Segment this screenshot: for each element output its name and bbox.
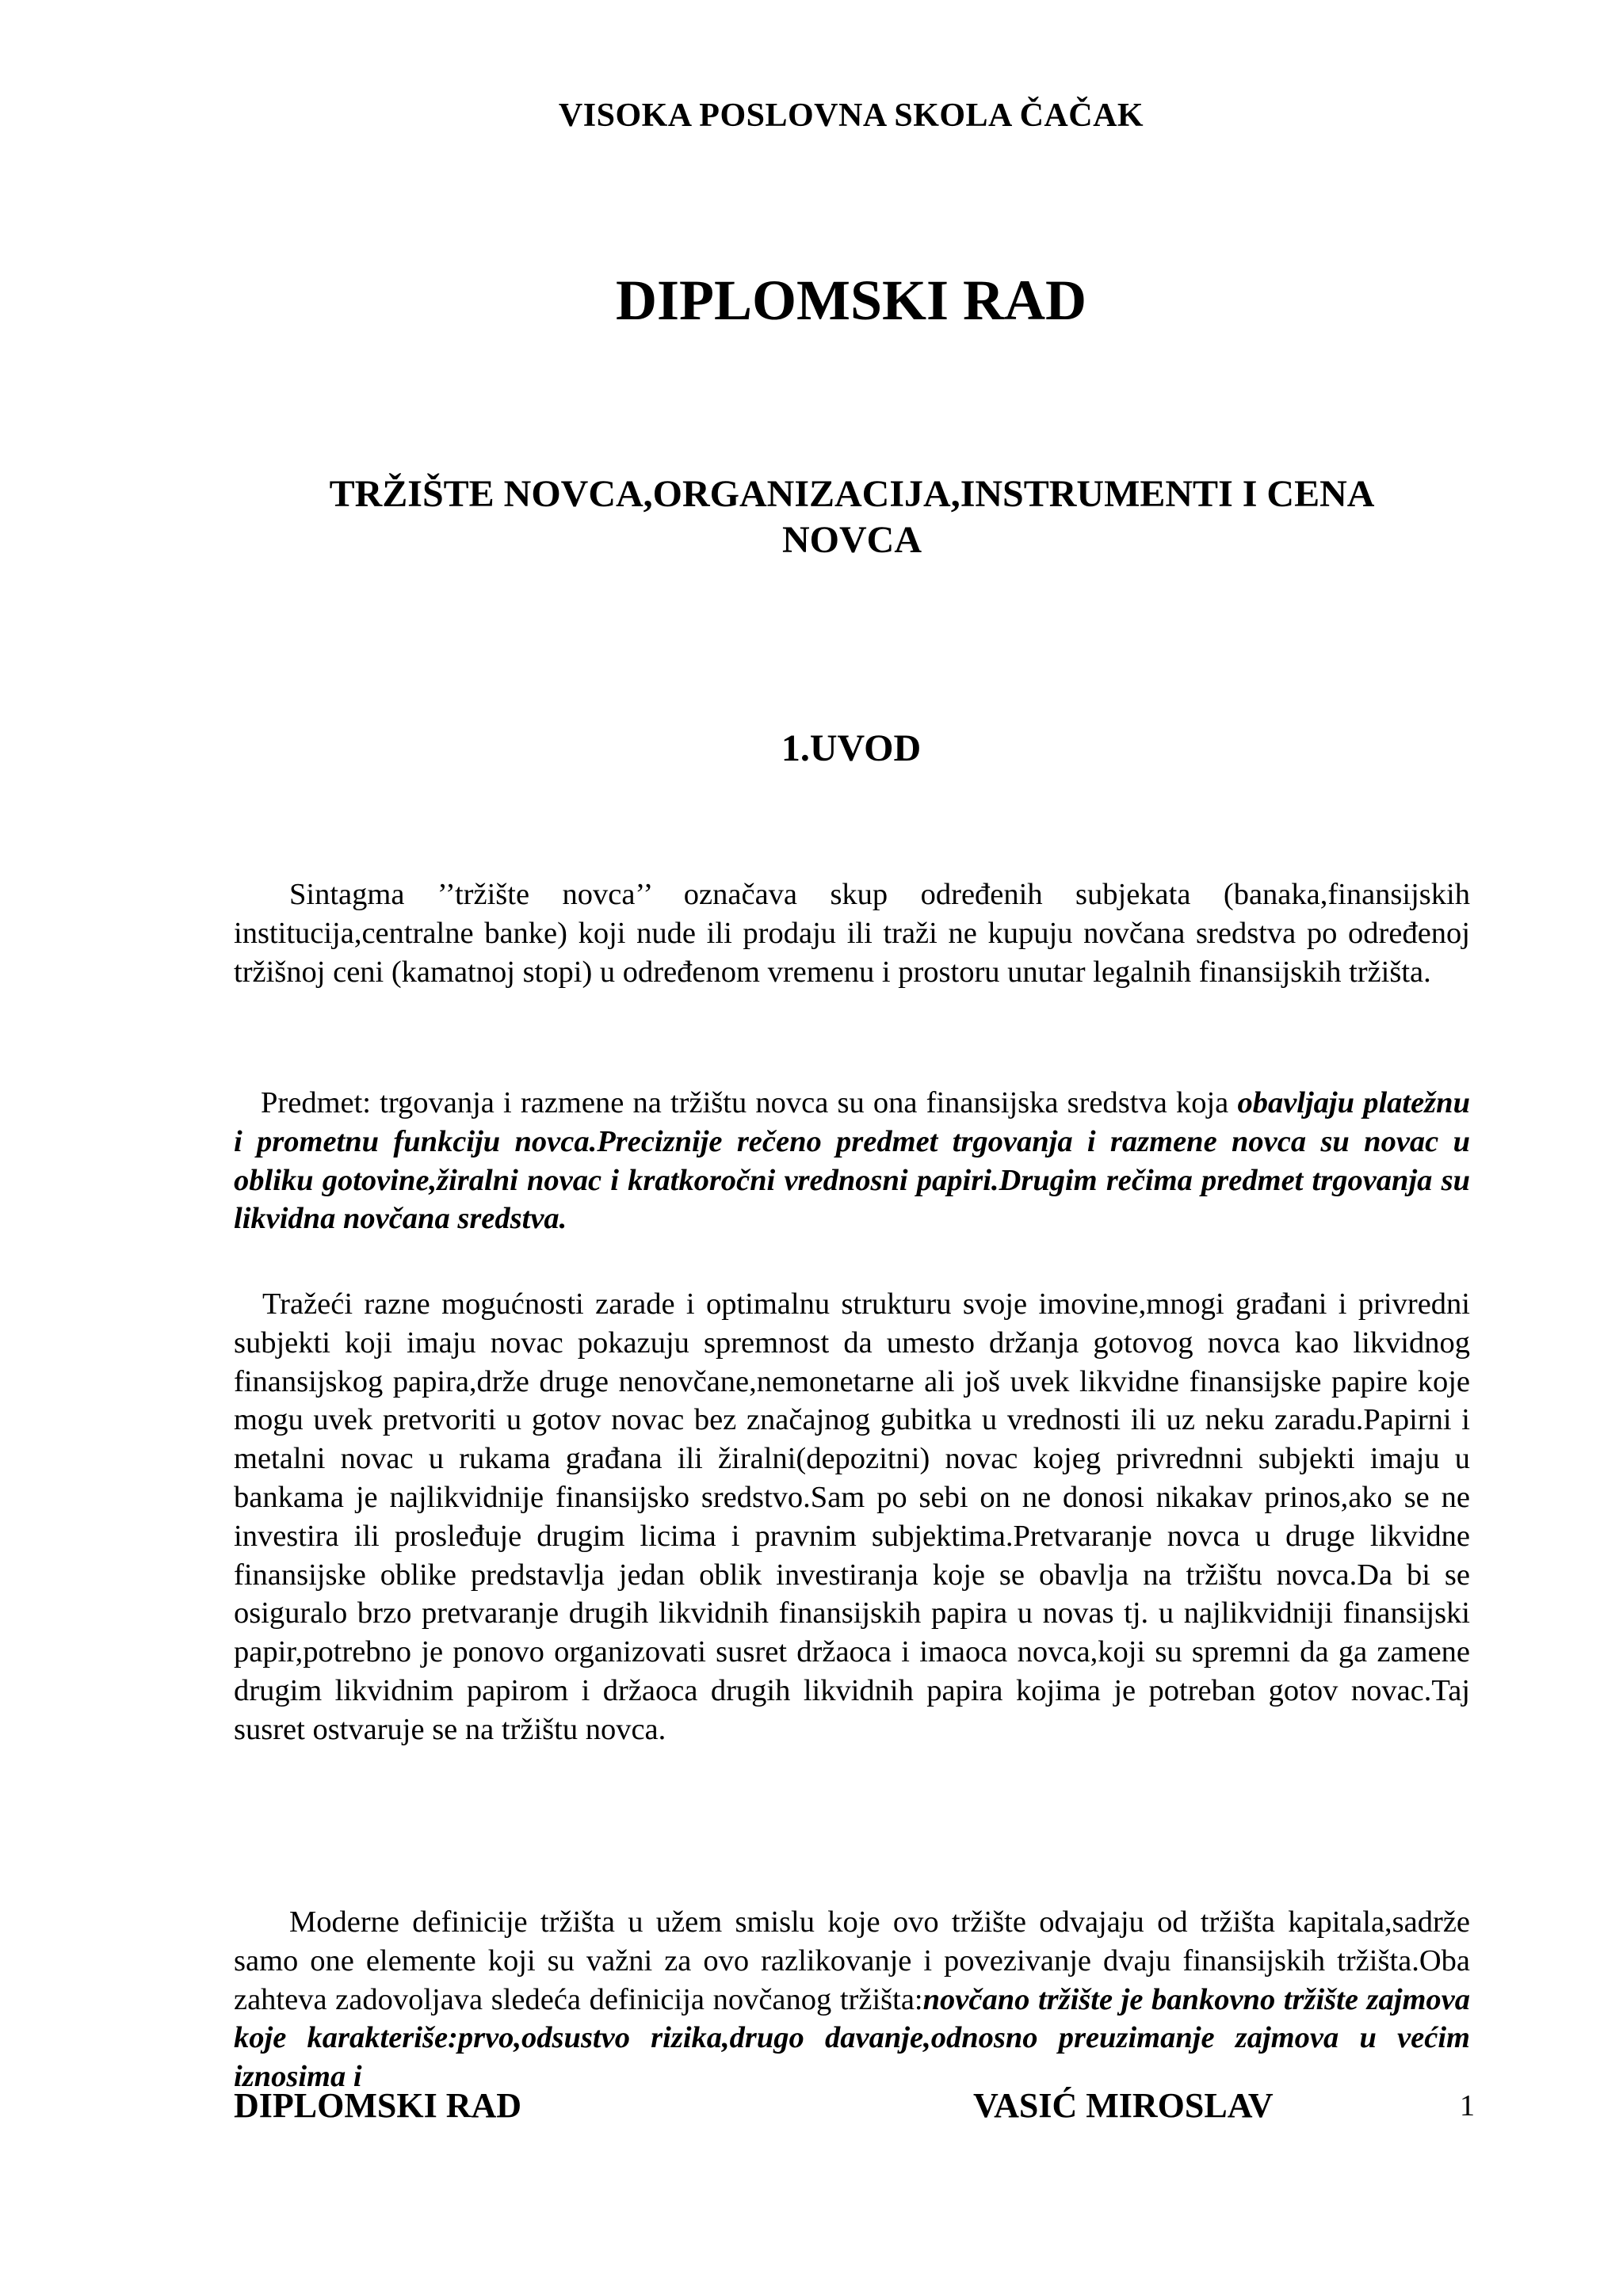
paragraph-text [234, 1084, 1470, 1238]
school-name: VISOKA POSLOVNA SKOLA ČAČAK [558, 97, 1144, 134]
page-number: 1 [1460, 2089, 1475, 2122]
paragraph-text: Sintagma ’’tržište novca’’ označava skup određenih subjekata (banaka,finansijskih institucija,centralne banke) koji nude ili prodaju ili traži ne kupuju novčana sredstva po određenoj tržišnoj ceni (kamatnoj stopi) u određenom vremenu i prostoru unutar legalnih finansijskih tržišta. [234, 878, 1470, 989]
paragraph-emphasized-text: novčano tržište je bankovno tržište zajmova koje karakteriše:prvo,odsustvo rizika,drugo davanje,odnosno preuzimanje zajmova u većim iznosima i [234, 1982, 1470, 2094]
paragraph-1 [234, 875, 1470, 991]
paragraph-text: Tražeći razne mogućnosti zarade i optimalnu strukturu svoje imovine,mnogi građani i privredni subjekti koji imaju novac pokazuju spremnost da umesto držanja gotovog novca kao likvidnog finansijskog papira,drže druge nenovčane,nemonetarne ali još uvek likvidne finansijske papire koje mogu uvek pretvoriti u gotov novac bez značajnog gubitka u vrednosti ili uz neku zaradu.Papirni i metalni novac u rukama građana ili žiralni(depozitni) novac kojeg privrednni subjekti imaju u bankama je najlikvidnije finansijsko sredstvo.Sam po sebi on ne donosi nikakav prinos,ako se ne investira ili prosleđuje drugim licima i pravnim subjektima.Pretvaranje novca u druge likvidne finansijske oblike predstavlja jedan oblik investiranja koje se obavlja na tržištu novca.Da bi se osiguralo brzo pretvaranje drugih likvidnih finansijskih papira u novas tj. u najlikvidniji finansijski papir,potrebno je ponovo organizovati susret držaoca i imaoca novca,koji su spremni da ga zamene drugim likvidnim papirom i držaoca drugih likvidnih papira kojima je potreban gotov novac.Taj susret ostvaruje se na tržištu novca. [234, 1287, 1470, 1746]
paragraph-plain-text: Moderne definicije tržišta u užem smislu koje ovo tržište odvajaju od tržišta kapitala,sadrže samo one elemente koji su važni za ovo razlikovanje i povezivanje dvaju finansijskih tržišta.Oba zahteva zadovoljava sledeća definicija novčanog tržišta: [234, 1905, 1470, 2016]
paragraph-4 [234, 1903, 1470, 2096]
thesis-label: DIPLOMSKI RAD [615, 269, 1087, 332]
section-heading: 1.UVOD [781, 727, 922, 769]
paragraph-2 [234, 1084, 1470, 1238]
paragraph-plain-text: Predmet: trgovanja i razmene na tržištu novca su ona finansijska sredstva koja [261, 1086, 1238, 1119]
footer-label: DIPLOMSKI RAD [234, 2086, 522, 2125]
paragraph-emphasized-text: obavljaju platežnu i prometnu funkciju novca.Preciznije rečeno predmet trgovanja i razmene novca su novac u obliku gotovine,žiralni novac i kratkoročni vrednosni papiri.Drugim rečima predmet trgovanja su likvidna novčana sredstva. [234, 1086, 1470, 1236]
footer-author: VASIĆ MIROSLAV [973, 2086, 1274, 2125]
paragraph-text [234, 1903, 1470, 2096]
thesis-topic [198, 471, 1506, 563]
thesis-topic-line: TRŽIŠTE NOVCA,ORGANIZACIJA,INSTRUMENTI I CENA [329, 473, 1375, 515]
paragraph-3 [234, 1285, 1470, 1749]
thesis-topic-line: NOVCA [782, 519, 922, 561]
